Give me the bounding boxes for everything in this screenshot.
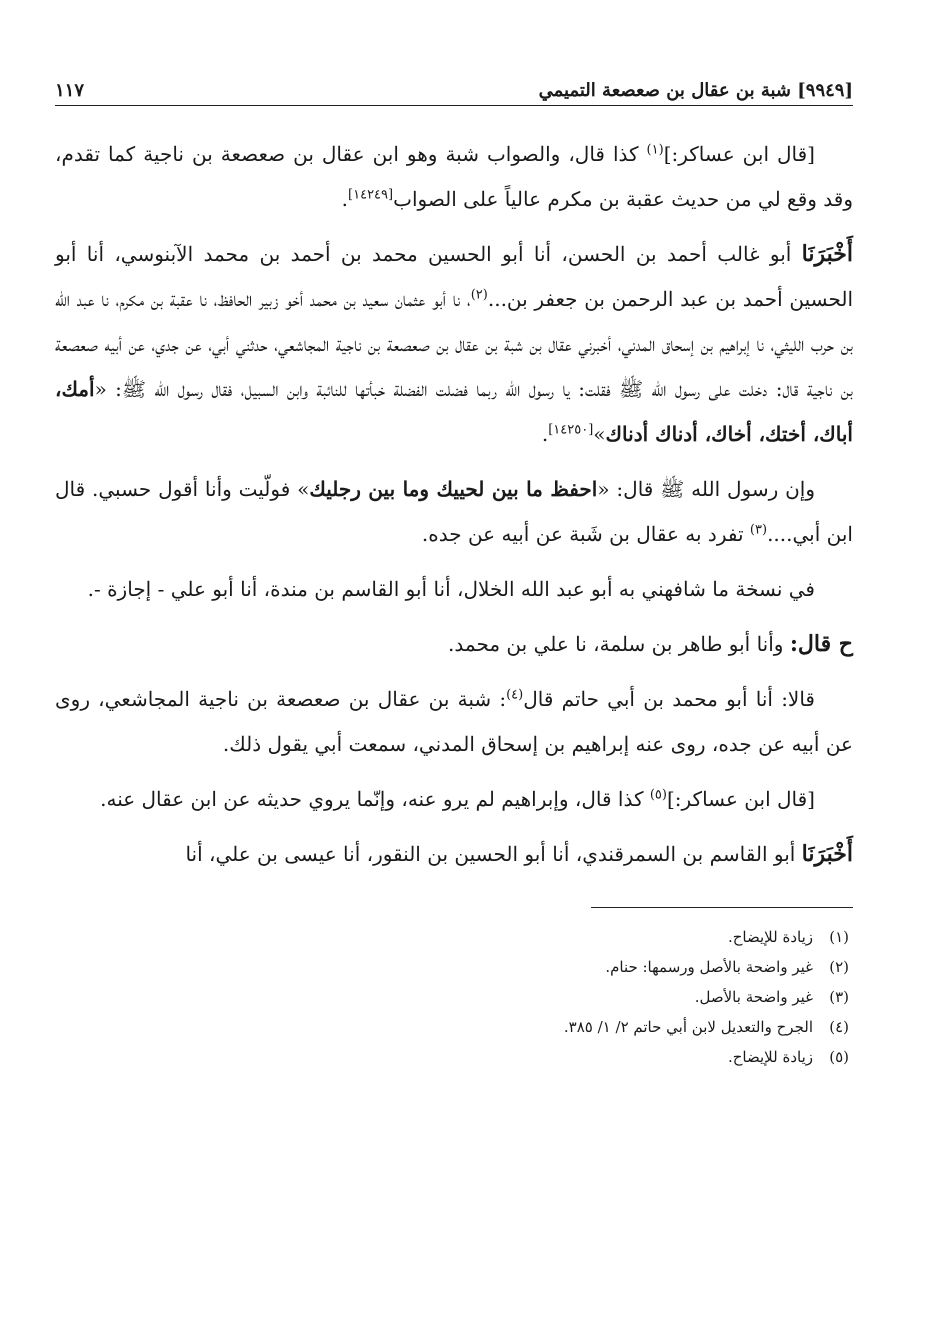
paragraph-text: أبو غالب أحمد بن الحسن، أنا أبو الحسين محمد بن أحمد بن محمد الآبنوسي، أنا أبو الحسين أحمد بن عبد الرحمن بن جعفر بن... (55, 242, 854, 311)
paragraph-text: [قال ابن عساكر:] (666, 787, 815, 811)
footnote-reference: [١٤٢٥٠] (548, 422, 594, 438)
paragraph-5 (55, 622, 853, 667)
footnote-item (55, 952, 853, 982)
paragraph-text: » فولّيت وأنا أقول حسبي. قال ابن أبي.... (55, 477, 853, 546)
paragraph-text: كذا قال، والصواب شبة وهو ابن عقال بن صعصعة بن ناجية كما تقدم، وقد وقع لي من حديث عقبة بن مكرم عالياً على الصواب (55, 142, 853, 211)
paragraph-text: [قال ابن عساكر:] (663, 142, 815, 166)
footnote-number: (٥) (829, 1048, 849, 1066)
header-title: [٩٩٤٩] شبة بن عقال بن صعصعة التميمي (538, 80, 853, 101)
footnote-reference: (٥) (649, 787, 667, 803)
paragraph-text: أبو القاسم بن السمرقندي، أنا أبو الحسين بن النقور، أنا عيسى بن علي، أنا (185, 842, 802, 866)
paragraph-text: قالا: أنا أبو محمد بن أبي حاتم قال (523, 687, 815, 711)
paragraph-7 (55, 777, 853, 822)
paragraph-2 (55, 232, 853, 457)
paragraph-6 (55, 677, 853, 767)
body-text (55, 132, 853, 877)
footnote-item (55, 1012, 853, 1042)
footnote-reference: (١) (646, 142, 664, 158)
book-page (55, 80, 853, 1072)
narration-keyword: أَخْبَرَنَا (801, 241, 853, 267)
footnote-divider (591, 907, 853, 908)
narration-keyword: أَخْبَرَنَا (801, 841, 853, 867)
footnote-number: (٢) (829, 958, 849, 976)
footnote-item (55, 922, 853, 952)
footnote-text: غير واضحة بالأصل ورسمها: حنام. (605, 958, 813, 976)
paragraph-4 (55, 567, 853, 612)
footnotes (55, 922, 853, 1072)
footnote-item (55, 982, 853, 1012)
footnote-text: الجرح والتعديل لابن أبي حاتم ٢/ ١/ ٣٨٥. (563, 1018, 813, 1036)
hadith-text: أمك، أباك، أختك، أخاك، أدناك أدناك (55, 377, 853, 446)
paragraph-text: وإن رسول الله ﷺ قال: « (597, 477, 815, 501)
paragraph-text: . (341, 187, 349, 211)
footnote-text: زيادة للإيضاح. (727, 1048, 813, 1066)
paragraph-text: وأنا أبو طاهر بن سلمة، نا علي بن محمد. (448, 632, 790, 656)
page-number: ١١٧ (55, 80, 85, 101)
footnote-text: غير واضحة بالأصل. (694, 988, 813, 1006)
paragraph-8 (55, 832, 853, 877)
footnote-number: (١) (829, 928, 849, 946)
footnote-number: (٣) (829, 988, 849, 1006)
running-header (55, 80, 853, 106)
footnote-reference: [١٤٢٤٩] (348, 187, 394, 203)
narration-keyword: ح قال: (789, 631, 853, 657)
paragraph-text: ، نا أبو عثمان سعيد بن محمد أخو زبير الحافظ، نا عقبة بن مكرم، نا عبد الله بن حرب الليثي، نا إبراهيم بن إسحاق المدني، أخبرني عقال بن شبة بن عقال بن صعصعة بن ناجية المجاشعي، حدثني أبي، عن جدي، عن أبيه صعصعة بن ناجية قال: دخلت على رسول الله ﷺ فقلت: يا رسول الله ربما فضلت الفضلة خبأتها للنائبة وابن السبيل، فقال رسول الله ﷺ: « (55, 287, 853, 401)
footnote-reference: (٢) (470, 287, 488, 303)
footnote-number: (٤) (829, 1018, 849, 1036)
paragraph-text: تفرد به عقال بن شَبة عن أبيه عن جده. (421, 522, 750, 546)
paragraph-3 (55, 467, 853, 557)
paragraph-1 (55, 132, 853, 222)
paragraph-text: » (593, 422, 606, 446)
footnote-text: زيادة للإيضاح. (727, 928, 813, 946)
footnote-reference: (٤) (506, 687, 524, 703)
hadith-text: احفظ ما بين لحييك وما بين رجليك (309, 477, 598, 501)
footnote-reference: (٣) (749, 522, 768, 538)
paragraph-text: . (541, 422, 549, 446)
footnote-item (55, 1042, 853, 1072)
paragraph-text: : شبة بن عقال بن صعصعة بن ناجية المجاشعي، روى عن أبيه عن جده، روى عنه إبراهيم بن إسحاق المدني، سمعت أبي يقول ذلك. (55, 687, 853, 756)
paragraph-text: كذا قال، وإبراهيم لم يرو عنه، وإنّما يروي حديثه عن ابن عقال عنه. (100, 787, 650, 811)
paragraph-text: في نسخة ما شافهني به أبو عبد الله الخلال، أنا أبو القاسم بن مندة، أنا أبو علي - إجازة -. (87, 577, 815, 601)
